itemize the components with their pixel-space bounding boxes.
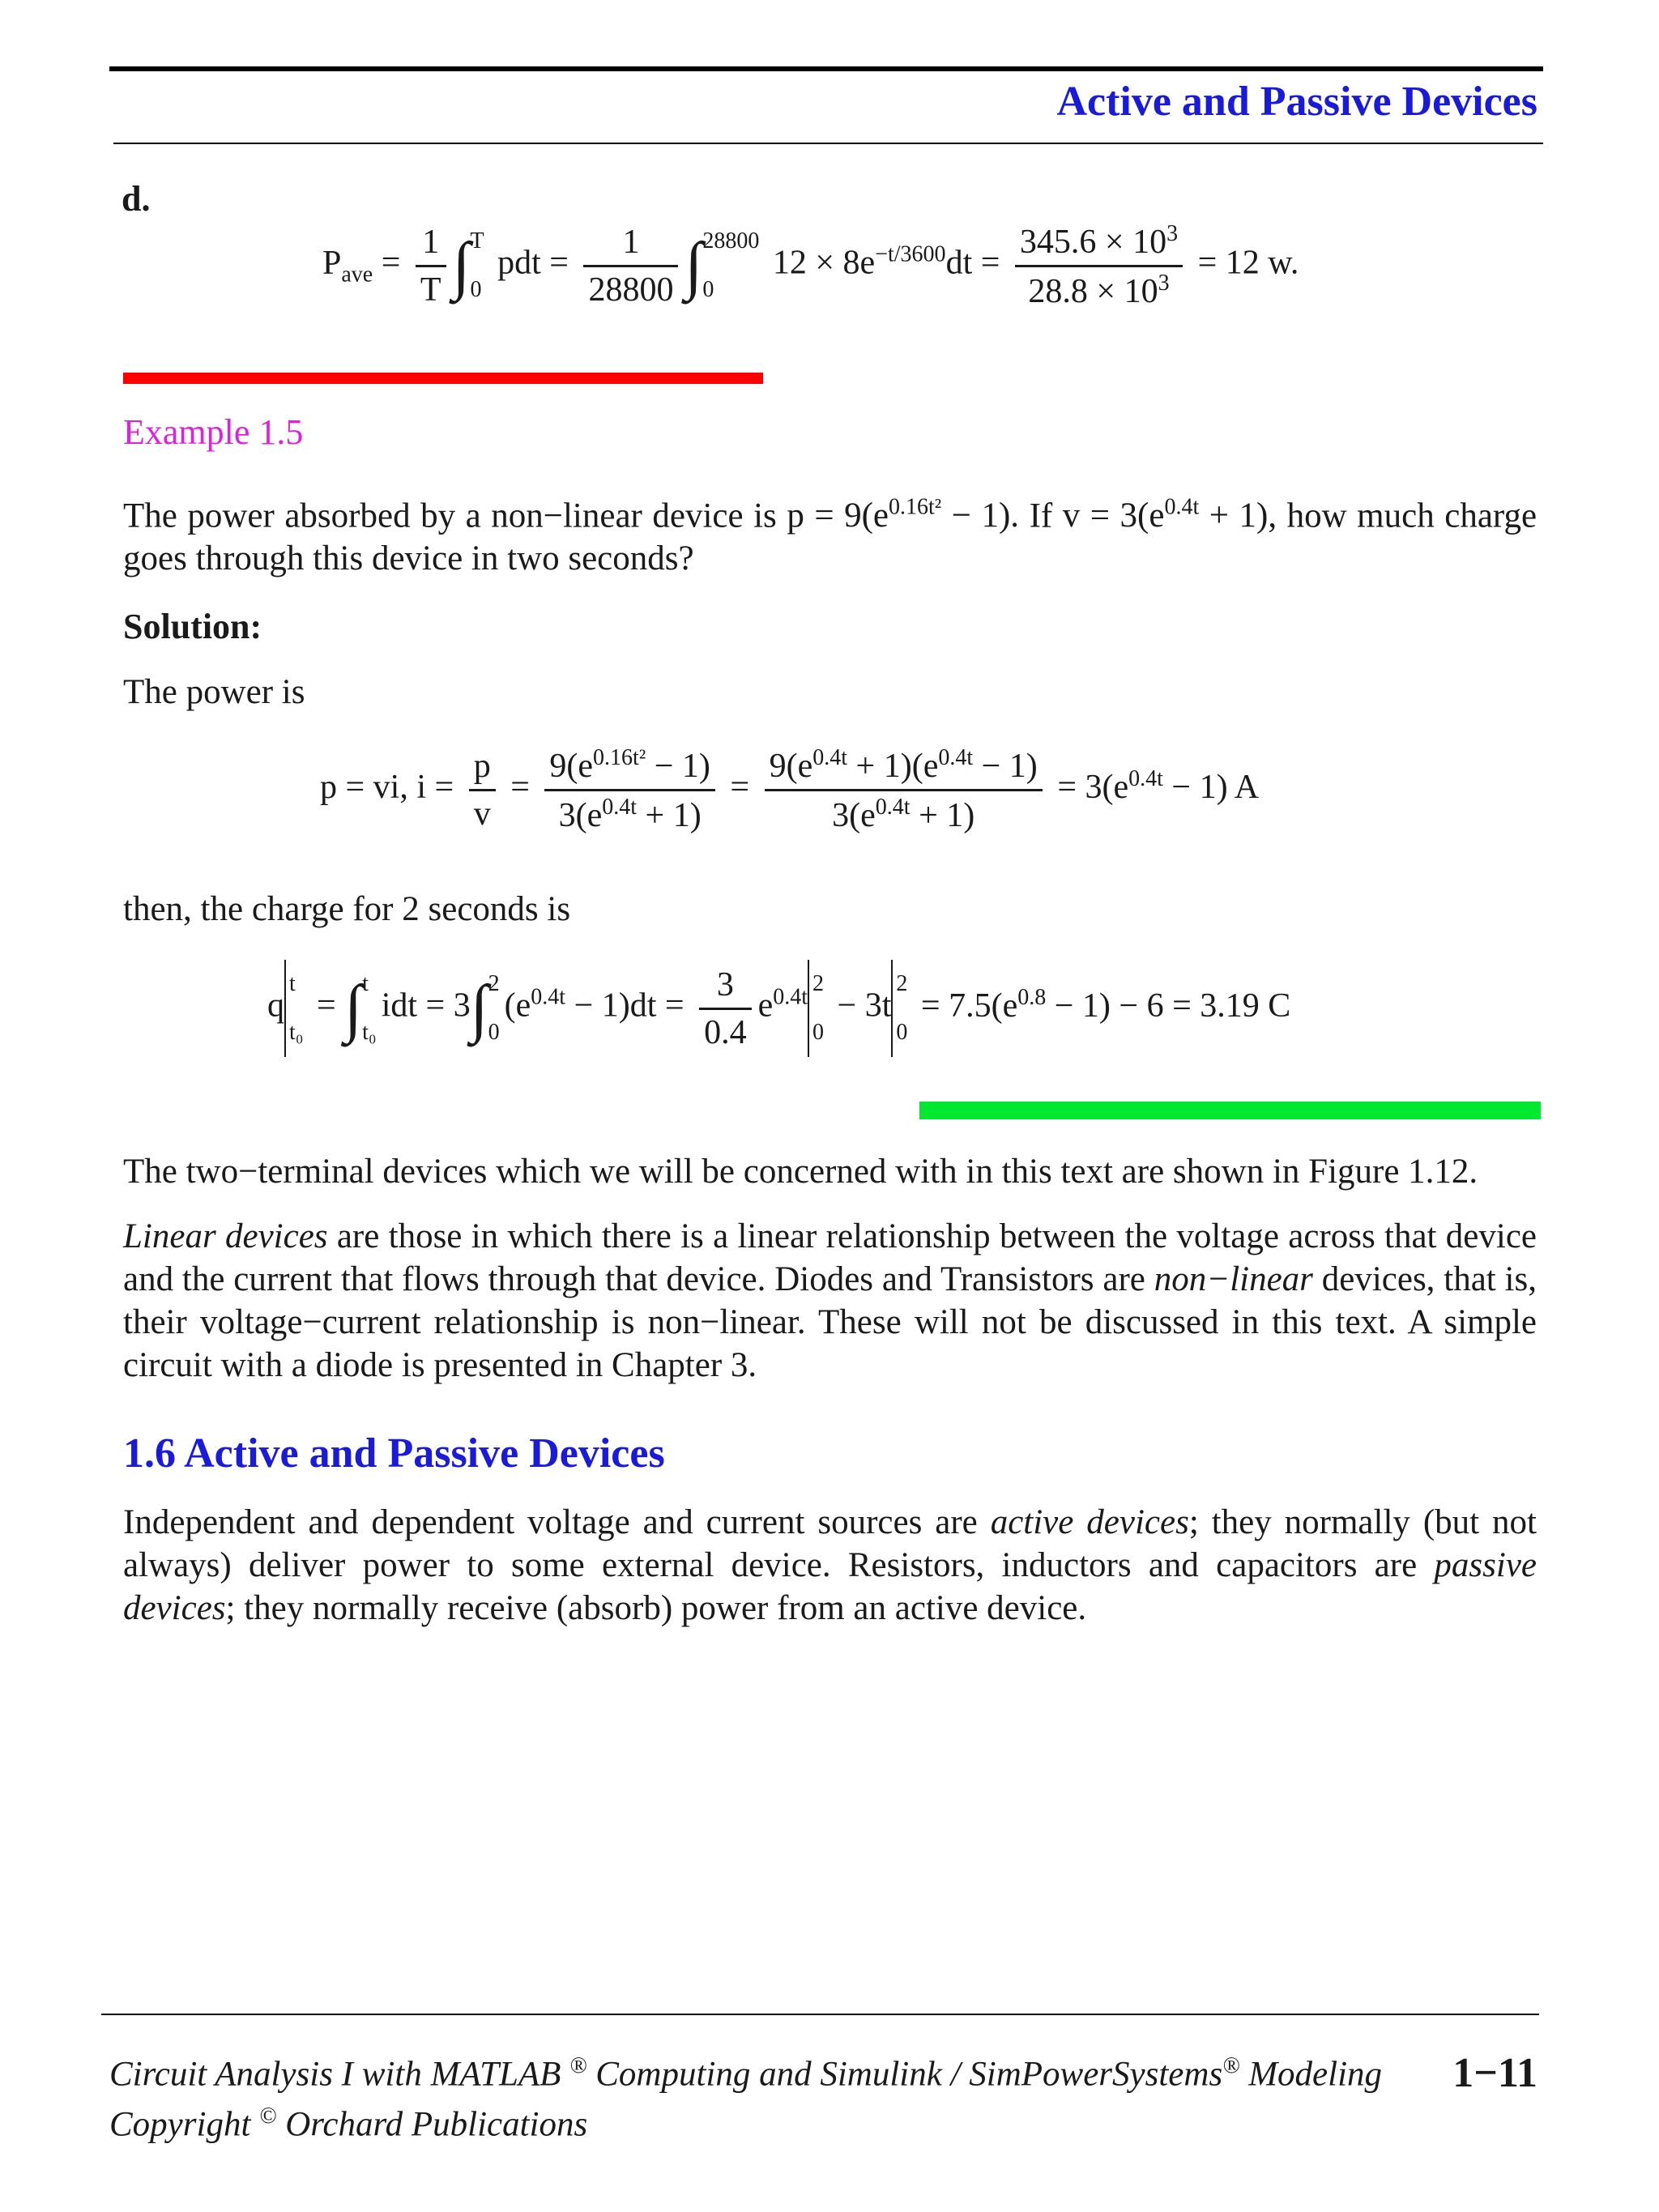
green-separator-bar — [919, 1102, 1541, 1119]
fraction-power-over-voltage: $\frac{9(e^{0.16t^2} - 1)}{3(e^{0.4t} + 1)}$ — [544, 745, 715, 835]
equation-p-ave: $P_{ave}$ = $\frac{1}{T}$ ∫ T 0 pdt = $\frac{1}{28800}$ ∫ 28800 0 $12 \times 8e^{-t/3600}dt$ = $\frac{345.6 \times 10^3}{28.8 \times 10^3}$ = 12 w. — [322, 217, 1299, 314]
part-d-label: d. — [122, 179, 151, 219]
integral-sign: ∫ — [684, 230, 703, 301]
power-intro: The power is — [123, 673, 305, 711]
eq-result: = 12 w. — [1197, 244, 1299, 282]
running-header: Active and Passive Devices — [1056, 79, 1537, 125]
header-bottom-rule — [113, 143, 1543, 144]
fraction-result: $\frac{345.6 \times 10^3}{28.8 \times 10^3}$ — [1015, 221, 1183, 311]
integral-sign: ∫ — [344, 973, 363, 1044]
equation-charge: q t t₀ = ∫ t t₀ idt = 3∫ 2 0 $(e^{0.4t} - 1)dt$ = $\frac{3}{0.4}$ $e^{0.4t}$ 2 0 − 3t 2 0 = $7.5(e^{0.8} - 1) - 6 = 3.19$ C — [267, 960, 1290, 1057]
integral-limits: T 0 — [470, 228, 484, 302]
fraction-1-over-t: $\frac{1}{T}$ — [416, 223, 446, 309]
example-statement: The power absorbed by a non−linear device is $p = 9(e^{0.16t^2} - 1)$. If $v = 3(e^{0.4t} + 1)$, how much charge goes through this device in two seconds? — [123, 495, 1537, 578]
eq-lhs: $P_{ave}$ — [322, 244, 373, 288]
p-expression: $p = 9(e^{0.16t^2} - 1)$. — [787, 495, 1020, 535]
paragraph-active-passive: Independent and dependent voltage and current sources are active devices; they normally (but not always) deliver power to some external device. Resistors, inductors and capacitors are passive devices; they normally receive (absorb) power from an active device. — [123, 1503, 1537, 1627]
current-result: = $3(e^{0.4t} - 1)$ A — [1057, 766, 1260, 807]
integral-limits: 28800 0 — [702, 228, 760, 302]
fraction-p-over-v: $\frac{p}{v}$ — [469, 747, 496, 833]
header-top-rule — [109, 66, 1543, 71]
v-expression: $v = 3(e^{0.4t} + 1)$ — [1062, 495, 1269, 535]
page-number: 1−11 — [1452, 2050, 1537, 2096]
fraction-3-over-0-4: $\frac{3}{0.4}$ — [699, 965, 752, 1052]
paragraph-two-terminal: The two−terminal devices which we will be concerned with in this text are shown in Figure 1.12. — [123, 1153, 1478, 1191]
fraction-1-over-28800: $\frac{1}{28800}$ — [583, 223, 678, 309]
equation-current: p = vi, i = $\frac{p}{v}$ = $\frac{9(e^{0.16t^2} - 1)}{3(e^{0.4t} + 1)}$ = $\frac{9(e^{0.4t} + 1)(e^{0.4t} - 1)}{3(e^{0.4t} + 1)}$ = $3(e^{0.4t} - 1)$ A — [320, 745, 1260, 834]
integral-sign: ∫ — [470, 973, 488, 1044]
solution-label: Solution: — [123, 607, 262, 646]
footer-rule — [101, 2014, 1539, 2015]
fraction-factored: $\frac{9(e^{0.4t} + 1)(e^{0.4t} - 1)}{3(e^{0.4t} + 1)}$ — [765, 745, 1043, 835]
section-heading: 1.6 Active and Passive Devices — [123, 1430, 665, 1477]
charge-intro: then, the charge for 2 seconds is — [123, 890, 571, 928]
integral-sign: ∫ — [452, 230, 471, 301]
red-separator-bar — [123, 373, 763, 384]
example-title: Example 1.5 — [123, 412, 304, 452]
footer-copyright: Copyright © Orchard Publications — [109, 2103, 588, 2144]
charge-result: = $7.5(e^{0.8} - 1) - 6 = 3.19$ C — [920, 984, 1291, 1025]
footer-book-title: Circuit Analysis I with MATLAB ® Computing and Simulink / SimPowerSystems® Modeling — [109, 2053, 1383, 2094]
paragraph-linear-devices: Linear devices are those in which there is a linear relationship between the voltage across that device and the current that flows through that device. Diodes and Transistors are non−linear devices, that is, their voltage−current relationship is non−linear. These will not be discussed in this text. A simple circuit with a diode is presented in Chapter 3. — [123, 1217, 1537, 1384]
